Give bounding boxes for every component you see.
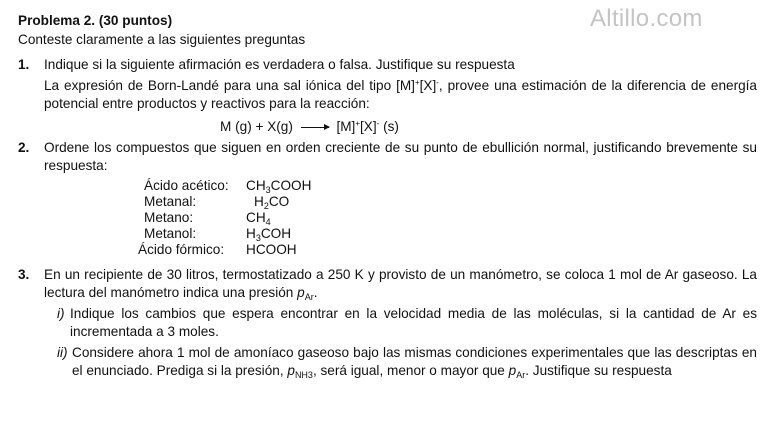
pressure-subscript-ar: Ar [516, 370, 526, 380]
watermark-logo: Altillo.com [590, 5, 703, 32]
question-3-text: En un recipiente de 30 litros, termostatizado a 250 K y provisto de un manómetro, se coloca 1 mol de Ar gaseoso. La lectura del manómetro indica una presión [44, 267, 757, 300]
compound-row [138, 194, 311, 210]
subquestion-ii-text-c: . Justifique su respuesta [525, 363, 672, 378]
subquestion-i-text: Indique los cambios que espera encontrar en la velocidad media de las moléculas, si la cantidad de Ar es incrementada a 3 moles. [70, 306, 757, 339]
reaction-arrow-icon [301, 127, 329, 128]
subquestion-ii-text-a: Considere ahora 1 mol de amoníaco gaseoso bajo las mismas condiciones experimentales que las descriptas en el enunciado. Prediga si la presión, [72, 345, 757, 378]
subquestion-i-label: i) [57, 306, 65, 321]
compound-row [138, 242, 311, 258]
compound-formula: HCOOH [246, 242, 297, 257]
question-2-number: 2. [18, 140, 30, 155]
minus-superscript: - [436, 78, 439, 87]
subquestion-ii-text [72, 344, 757, 380]
reaction-cation: [M] [336, 119, 356, 134]
question-1-paragraph [44, 77, 757, 113]
reaction-anion: [X] [360, 119, 377, 134]
problem-title: Problema 2. (30 puntos) [18, 13, 173, 28]
subquestion-ii-text-b: , será igual, menor o mayor que [312, 363, 509, 378]
cation-charge: + [355, 119, 361, 128]
compound-row [138, 210, 311, 226]
question-1-text-c: , provee una estimación de la diferencia de energía potencial entre productos y reactivos para la reacción: [44, 78, 757, 111]
anion-charge: - [376, 119, 380, 128]
question-1-statement: Indique si la siguiente afirmación es verdadera o falsa. Justifique su respuesta [44, 57, 515, 72]
pressure-subscript-ar: Ar [304, 292, 314, 302]
question-1-number: 1. [18, 57, 30, 72]
reaction-state: (s) [379, 119, 399, 134]
compound-name: Metano: [144, 210, 194, 225]
reaction-equation [220, 118, 399, 136]
compound-name: Ácido acético: [144, 178, 229, 193]
reaction-reactants: M (g) + X(g) [220, 119, 293, 134]
plus-superscript: + [414, 78, 420, 87]
pressure-symbol: p [297, 285, 305, 300]
pressure-subscript-nh3: NH3 [294, 370, 313, 380]
compound-name: Ácido fórmico: [138, 242, 225, 257]
question-1-text-a: La expresión de Born-Landé para una sal iónica del tipo [M] [44, 78, 415, 93]
subquestion-ii-label: ii) [57, 345, 68, 360]
compound-name: Metanal: [144, 194, 197, 209]
question-3-number: 3. [18, 267, 30, 282]
pressure-symbol: p [508, 363, 517, 378]
compound-formula: $CH_3COOH$ [246, 178, 312, 195]
problem-intro: Conteste claramente a las siguientes preguntas [18, 32, 306, 47]
compound-row [138, 226, 311, 242]
question-1-text-b: [X] [419, 78, 437, 93]
compound-list [138, 178, 311, 258]
question-3-statement: En un recipiente de 30 litros, termostatizado a 250 K y provisto de un manómetro, se coloca 1 mol de Ar gaseoso. La lectura del manómetro indica una presión $p_{Ar}$. [44, 267, 757, 302]
compound-name: Metanol: [144, 226, 197, 241]
pressure-symbol: p [287, 363, 295, 378]
compound-formula: $H_3COH$ [246, 226, 292, 243]
compound-formula: $H_2CO$ [254, 194, 290, 211]
compound-formula: $CH_4$ [246, 210, 271, 227]
compound-row [138, 178, 311, 194]
question-2-statement: Ordene los compuestos que siguen en orden creciente de su punto de ebullición normal, justificando brevemente su respuesta: [44, 140, 757, 173]
